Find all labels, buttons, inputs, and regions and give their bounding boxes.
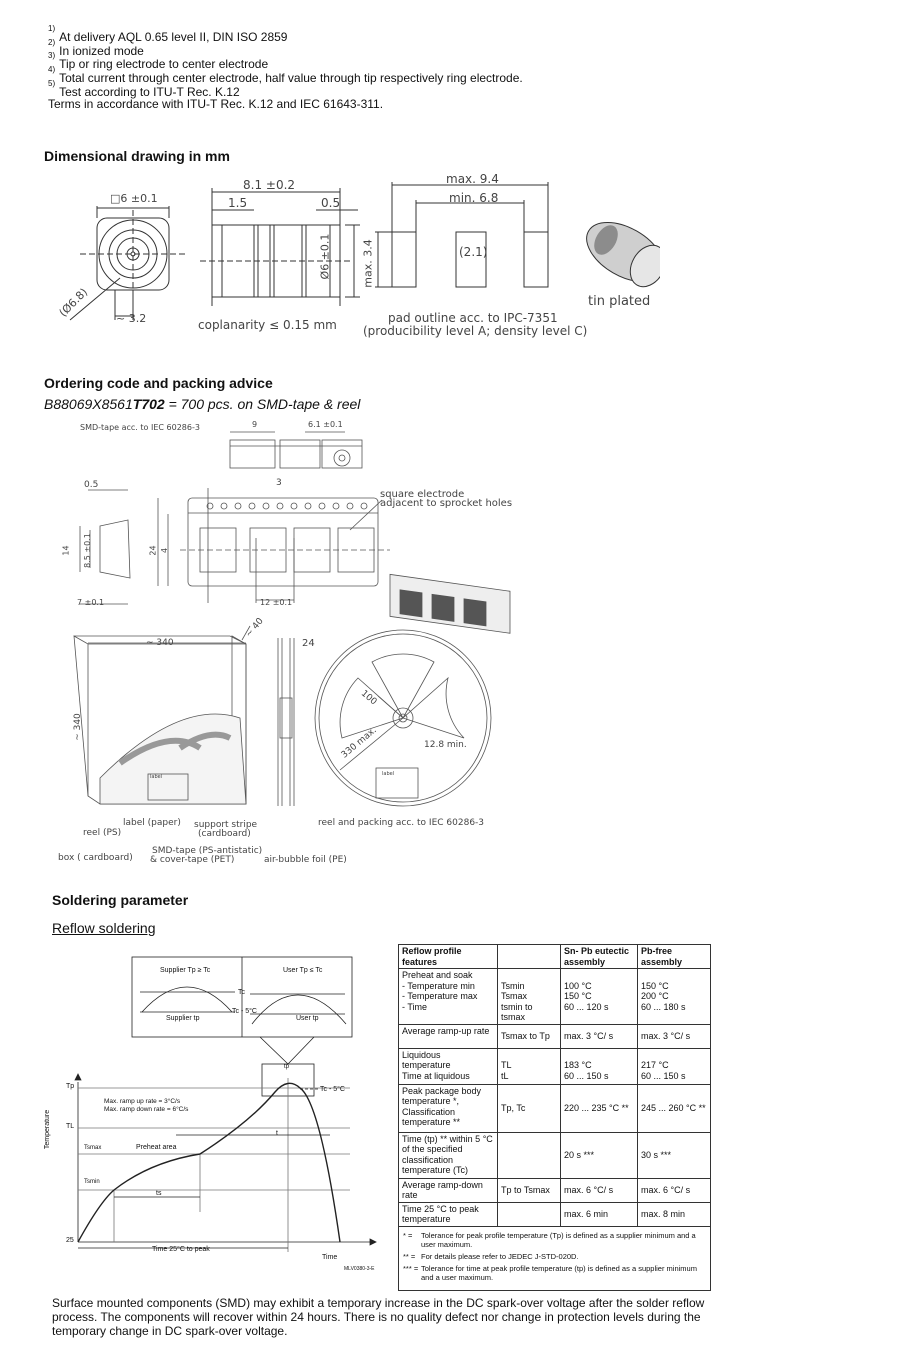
soldering-heading: Soldering parameter — [52, 892, 189, 908]
dim-85: 8.5 ±0.1 — [82, 533, 92, 568]
th-snpb: Sn- Pb eutectic assembly — [561, 945, 638, 969]
table-cell: max. 8 min — [638, 1202, 711, 1226]
dim-max34: max. 3.4 — [361, 239, 375, 288]
dim-15: 1.5 — [228, 196, 248, 210]
table-cell: 245 ... 260 °C ** — [638, 1084, 711, 1132]
table-cell — [498, 1202, 561, 1226]
smd-tape-ps-1: SMD-tape (PS-antistatic) — [152, 846, 263, 856]
user-t: User tp — [296, 1015, 319, 1022]
footnote-3: $^{3)}$Tip or ring electrode to center electrode — [48, 51, 269, 71]
th-symbol — [498, 945, 561, 969]
table-cell: Time 25 °C to peak temperature — [399, 1202, 498, 1226]
label-paper: label (paper) — [123, 818, 181, 828]
t25-label: 25 — [66, 1237, 74, 1244]
smd-note-paragraph: Surface mounted components (SMD) may exhibit a temporary increase in the DC spark-over voltage after the solder reflow process. The components will recover within 24 hours. There is no quality defect nor change in protection levels during the temporary change in DC spark-over voltage. — [52, 1296, 705, 1338]
table-cell: 20 s *** — [561, 1132, 638, 1178]
dim-100: 100 — [358, 688, 379, 708]
dim-square: □6 ±0.1 — [110, 192, 158, 205]
label-reel: label — [382, 771, 395, 777]
dim-40: ~ 40 — [244, 616, 266, 640]
pad-caption-2: (producibility level A; density level C) — [363, 324, 588, 338]
table-cell: max. 6 °C/ s — [638, 1178, 711, 1202]
label-box: label — [150, 774, 163, 780]
dimensional-heading: Dimensional drawing in mm — [44, 148, 230, 164]
footnote-1: $^{1)}$At delivery AQL 0.65 level II, DIN ISO 2859 — [48, 24, 288, 44]
tc5-label: Tc - 5°C — [232, 1008, 257, 1015]
coplanarity-label: coplanarity ≤ 0.15 mm — [198, 318, 337, 332]
ts-label: ts — [156, 1190, 162, 1197]
reel-packing-label: reel and packing acc. to IEC 60286-3 — [318, 818, 485, 828]
tc5b-label: Tc - 5°C — [320, 1086, 345, 1093]
smd-tape-ps-2: & cover-tape (PET) — [150, 855, 235, 865]
dim-32: ~ 3.2 — [116, 312, 147, 325]
table-cell: Tsmax to Tp — [498, 1024, 561, 1048]
packing-drawing — [60, 418, 520, 878]
table-cell: 150 °C 200 °C 60 ... 180 s — [638, 969, 711, 1025]
table-cell: 30 s *** — [638, 1132, 711, 1178]
th-features: Reflow profile features — [399, 945, 498, 969]
footnote-5: $^{5)}$Test according to ITU-T Rec. K.12 — [48, 79, 240, 99]
ordering-heading: Ordering code and packing advice — [44, 375, 273, 391]
dim-24a: 24 — [148, 545, 158, 556]
ramp-down-text: Max. ramp down rate = 6°C/s — [104, 1106, 189, 1113]
table-cell: 183 °C 60 ... 150 s — [561, 1048, 638, 1084]
footnote-2: $^{2)}$In ionized mode — [48, 38, 144, 58]
supplier-tp: Supplier Tp ≥ Tc — [160, 967, 211, 974]
table-cell: 217 °C 60 ... 150 s — [638, 1048, 711, 1084]
dim-330: 330 max. — [339, 725, 379, 761]
tp-small-label: tp — [284, 1064, 290, 1070]
tsmin-label: Tsmin — [84, 1179, 100, 1185]
dim-min68: min. 6.8 — [449, 191, 499, 205]
ordering-code: B88069X8561T702 = 700 pcs. on SMD-tape & reel — [44, 396, 361, 412]
time-label: Time — [322, 1254, 338, 1261]
dim-dia6: Ø6 ±0.1 — [318, 233, 332, 280]
table-cell: max. 3 °C/ s — [561, 1024, 638, 1048]
dim-9: 9 — [252, 420, 258, 429]
tin-plated-label: tin plated — [588, 294, 651, 309]
square-electrode-1: square electrode — [380, 489, 465, 500]
table-cell: Average ramp-down rate — [399, 1178, 498, 1202]
footnote-4: $^{4)}$Total current through center electrode, half value through tip respectively ring electrode. — [48, 65, 523, 85]
drawing-code: MLV0380-3-E — [344, 1266, 375, 1272]
table-cell — [498, 1132, 561, 1178]
note-2: ** = For details please refer to JEDEC J-STD-020D. — [403, 1252, 579, 1261]
dim-7: 7 ±0.1 — [77, 598, 105, 607]
table-cell: 220 ... 235 °C ** — [561, 1084, 638, 1132]
temperature-axis-label: Temperature — [44, 1109, 52, 1150]
table-cell: Peak package body temperature *, Classification temperature ** — [399, 1084, 498, 1132]
table-cell: TL tL — [498, 1048, 561, 1084]
t-label: t — [276, 1130, 278, 1137]
tsmax-label: Tsmax — [84, 1145, 102, 1151]
table-cell: Tsmin Tsmax tsmin to tsmax — [498, 969, 561, 1025]
tl-axis-label: TL — [66, 1123, 75, 1130]
square-electrode-2: adjacent to sprocket holes — [380, 498, 513, 509]
table-cell: Preheat and soak - Temperature min - Temperature max - Time — [399, 969, 498, 1025]
table-cell: Tp to Tsmax — [498, 1178, 561, 1202]
table-cell: Time (tp) ** within 5 °C of the specified classification temperature (Tc) — [399, 1132, 498, 1178]
dim-max94: max. 9.4 — [446, 172, 499, 186]
support-stripe-2: (cardboard) — [198, 829, 251, 839]
ramp-up-text: Max. ramp up rate = 3°C/s — [104, 1098, 181, 1105]
dim-05: 0.5 — [321, 196, 341, 210]
tc-label: Tc — [238, 989, 245, 996]
dim-05b: 0.5 — [84, 480, 99, 490]
th-pbfree: Pb-free assembly — [638, 945, 711, 969]
dim-61: 6.1 ±0.1 — [308, 420, 343, 429]
table-cell: Average ramp-up rate — [399, 1024, 498, 1048]
time25-label: Time 25°C to peak — [152, 1246, 210, 1253]
table-cell: Tp, Tc — [498, 1084, 561, 1132]
reel-ps-label: reel (PS) — [83, 828, 122, 838]
reflow-subheading: Reflow soldering — [52, 920, 156, 936]
reflow-table — [398, 944, 711, 1227]
preheat-area: Preheat area — [136, 1144, 177, 1151]
table-cell: max. 6 °C/ s — [561, 1178, 638, 1202]
dim-24b: 24 — [302, 638, 315, 649]
dim-dia-outer: (Ø6.8) — [56, 285, 91, 320]
table-cell: max. 6 min — [561, 1202, 638, 1226]
dim-3: 3 — [276, 478, 282, 488]
dim-128: 12.8 min. — [424, 740, 467, 750]
pad-caption-1: pad outline acc. to IPC-7351 — [388, 311, 558, 325]
table-cell: Liquidous temperature Time at liquidous — [399, 1048, 498, 1084]
note-3: *** = Tolerance for time at peak profile temperature (tp) is defined as a supplier minimum and a user maximum. — [403, 1264, 697, 1282]
dim-12: 12 ±0.1 — [260, 598, 293, 607]
reflow-profile-graph — [50, 952, 390, 1277]
terms-text: Terms in accordance with ITU-T Rec. K.12 and IEC 61643-311. — [48, 97, 384, 111]
dim-340a: ~ 340 — [146, 638, 174, 648]
tp-axis-label: Tp — [66, 1083, 75, 1090]
table-cell: max. 3 °C/ s — [638, 1024, 711, 1048]
table-notes — [398, 1227, 711, 1291]
air-bubble-label: air-bubble foil (PE) — [264, 855, 347, 865]
dim-pad21: (2.1) — [459, 245, 488, 259]
user-tp: User Tp ≤ Tc — [283, 967, 323, 974]
support-stripe-1: support stripe — [194, 820, 258, 830]
smd-tape-label: SMD-tape acc. to IEC 60286-3 — [80, 423, 200, 432]
note-1: * = Tolerance for peak profile temperature (Tp) is defined as a supplier minimum and a user maximum. — [403, 1231, 696, 1249]
dim-14: 14 — [61, 545, 71, 556]
supplier-t: Supplier tp — [166, 1015, 200, 1022]
dim-4: 4 — [160, 547, 170, 554]
dim-81: 8.1 ±0.2 — [243, 178, 296, 192]
box-label: box ( cardboard) — [58, 853, 133, 863]
table-cell: 100 °C 150 °C 60 ... 120 s — [561, 969, 638, 1025]
dim-340b: ~ 340 — [72, 713, 83, 741]
